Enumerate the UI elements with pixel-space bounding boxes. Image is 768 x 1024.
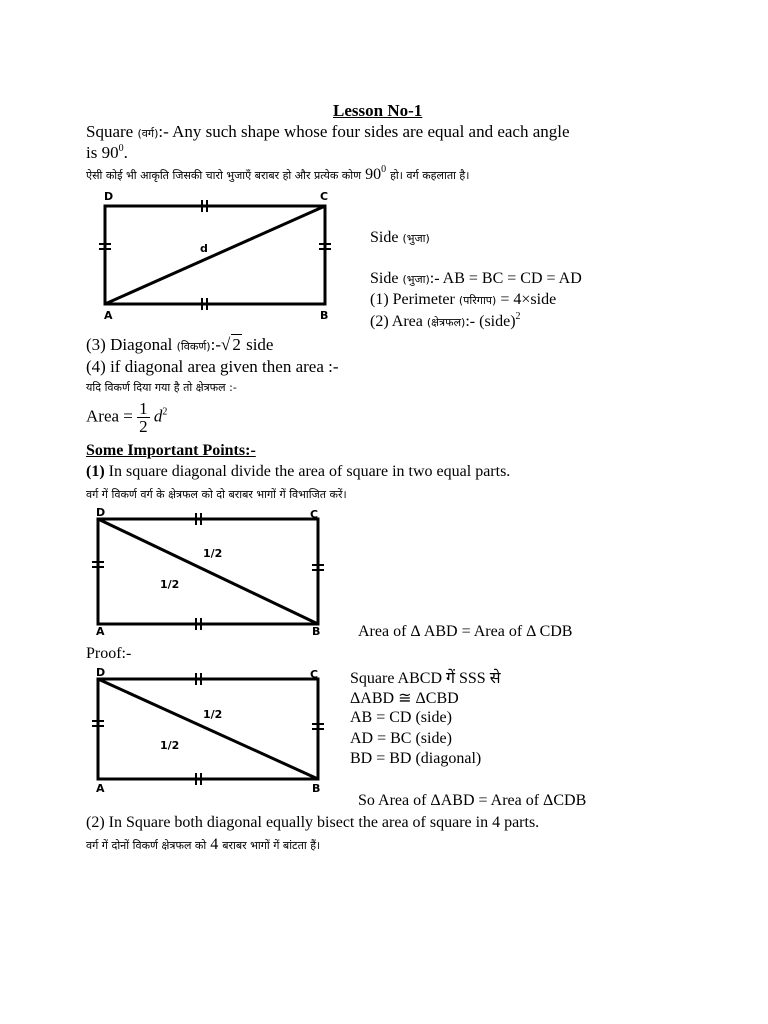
upper-half-label: 1/2 [203,547,223,560]
sqrt-radicand: 2 [232,335,241,354]
important-heading: Some Important Points:- [86,442,256,459]
area-label: (2) Area [370,313,423,330]
point-2-hindi-line [86,836,320,854]
fraction-denominator: 2 [139,417,148,436]
vertex-label-c: C [310,668,319,681]
sqrt-sign: √ [220,335,231,354]
vertex-label-b: B [312,625,321,638]
vertex-label-d: D [96,666,106,679]
proof-line-4: AD = BC (side) [350,730,452,747]
proof-conclusion: So Area of ΔABD = Area of ΔCDB [358,792,587,809]
definition-line-2 [86,143,128,163]
definition-term-hindi: (वर्ग) [137,127,159,140]
lower-half-label: 1/2 [160,578,180,591]
perimeter-equation: = 4×side [500,291,557,308]
area-formula-word: Area = [86,406,133,426]
point-2-hindi-number: 4 [210,836,219,853]
diagonal-label-d: d [200,242,208,255]
proof-line-5: BD = BD (diagonal) [350,750,482,767]
fraction-numerator: 1 [139,399,148,418]
formula-variable: d [153,406,163,426]
diagonal-line [86,334,273,355]
vertex-label-c: C [320,190,329,203]
area-formula [86,400,167,435]
area-equation: :- (side) [465,313,516,330]
area-line [370,313,521,331]
square-figure-1 [94,188,344,323]
definition-degree-sup: 0 [118,143,124,154]
side2-word-hindi: (भुजा) [402,273,430,286]
square-figure-3 [90,664,330,799]
upper-half-label: 1/2 [203,708,223,721]
definition-hindi-a: ऐसी कोई भी आकृति जिसकी चारो भुजाएँ बराबर हो और प्रत्येक कोण [86,169,362,182]
vertex-label-b: B [312,782,321,795]
vertex-label-c: C [310,508,319,521]
side-word-hindi: (भुजा) [402,232,430,245]
lower-half-label: 1/2 [160,739,180,752]
formula-variable-sup: 2 [162,406,168,418]
point-2-hindi-a: वर्ग गें दोनों विकर्ण क्षेत्रफल को [86,839,207,852]
vertex-label-d: D [96,506,106,519]
diag-area-text: (4) if diagonal area given then area :- [86,357,339,376]
definition-hindi-deg-sup: 0 [381,164,387,175]
figure3-diagonal [98,679,318,779]
page-title: Lesson No-1 [333,101,423,120]
proof-line-1: Square ABCD गें SSS से [350,670,501,687]
proof-line-2: ΔABD ≅ ΔCBD [350,690,459,707]
side-line [370,229,430,247]
diagonal-tail: side [246,335,274,354]
diagonal-sep: :- [210,335,221,354]
figure2-diagonal [98,519,318,624]
figure1-diagonal [105,206,325,304]
point-1-hindi: वर्ग गें विकर्ण वर्ग के क्षेत्रफल को दो बराबर भागों गें विभाजित करें। [86,488,347,501]
side2-equation: :- AB = BC = CD = AD [429,270,582,287]
figure2-caption: Area of Δ ABD = Area of Δ CDB [358,623,573,640]
definition-text-end: . [123,143,128,162]
area-sup: 2 [515,311,521,322]
diag-area-hindi: यदि विकर्ण दिया गया है तो क्षेत्रफल :- [86,381,237,394]
definition-hindi-deg: 90 [365,166,382,183]
proof-label: Proof:- [86,645,132,662]
area-label-hindi: (क्षेत्रफल) [426,316,466,329]
perimeter-label-hindi: (परिगाप) [458,294,497,307]
point-1-text: In square diagonal divide the area of square in two equal parts. [108,463,511,480]
side-equality-line [370,270,582,288]
vertex-label-a: A [96,782,105,795]
fraction-half [137,400,150,435]
side2-word: Side [370,270,399,287]
definition-line-1 [86,122,570,142]
proof-line-3: AB = CD (side) [350,709,452,726]
vertex-label-a: A [96,625,105,638]
side-word: Side [370,229,399,246]
vertex-label-b: B [320,309,329,322]
point-1-number: (1) [86,463,105,480]
definition-hindi-b: हो। वर्ग कहलाता है। [390,169,470,182]
point-1-line [86,463,510,481]
definition-text-b: is 90 [86,143,119,162]
vertex-label-d: D [104,190,114,203]
point-2-hindi-b: बराबर भागों गें बांटता हैं। [222,839,321,852]
perimeter-line [370,291,556,309]
vertex-label-a: A [104,309,113,322]
definition-hindi-line [86,166,469,184]
definition-term: Square [86,122,134,141]
square-figure-2 [90,505,330,640]
diagonal-label-hindi: (विकर्ण) [176,340,211,353]
definition-text-a: :- Any such shape whose four sides are equal and each angle [158,122,570,141]
diagonal-label: (3) Diagonal [86,335,173,354]
point-2-text: (2) In Square both diagonal equally bisect the area of square in 4 parts. [86,814,540,831]
perimeter-label: (1) Perimeter [370,291,455,308]
